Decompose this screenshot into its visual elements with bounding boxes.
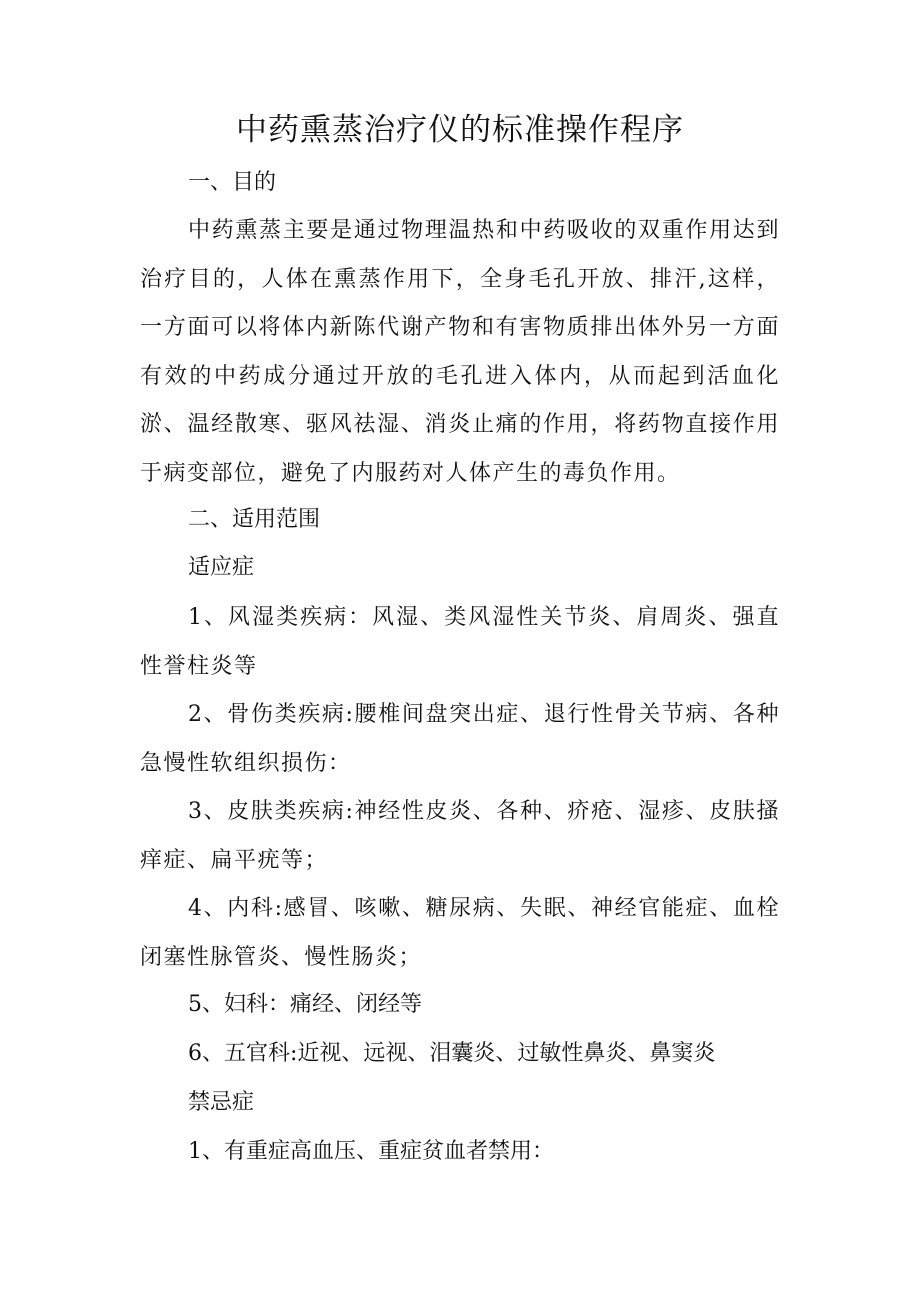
- purpose-paragraph: 中药熏蒸主要是通过物理温热和中药吸收的双重作用达到治疗目的，人体在熏蒸作用下，全身毛孔开放、排汗,这样，一方面可以将体内新陈代谢产物和有害物质排出体外另一方面有效的中药成分通过开放的毛孔进入体内，从而起到活血化淤、温经散寒、驱风祛湿、消炎止痛的作用，将药物直接作用于病变部位，避免了内服药对人体产生的毒负作用。: [140, 218, 780, 486]
- contraindications-heading: 禁忌症: [188, 1090, 255, 1115]
- indication-item: 1、风湿类疾病：风湿、类风湿性关节炎、肩周炎、强直性誉柱炎等: [140, 605, 780, 679]
- contraindication-item: 1、有重症高血压、重症贫血者禁用：: [188, 1139, 554, 1164]
- indication-item: 6、五官科:近视、远视、泪囊炎、过敏性鼻炎、鼻窦炎: [188, 1041, 716, 1066]
- section-heading-purpose: 一、目的: [188, 170, 277, 195]
- section-heading-scope: 二、适用范围: [188, 507, 321, 532]
- indication-item: 5、妇科：痛经、闭经等: [188, 992, 422, 1017]
- document-title: 中药熏蒸治疗仪的标准操作程序: [236, 112, 684, 148]
- indication-item: 3、皮肤类疾病:神经性皮炎、各种、疥疮、湿疹、皮肤搔痒症、扁平疣等；: [140, 799, 780, 873]
- indication-item: 2、骨伤类疾病:腰椎间盘突出症、退行性骨关节病、各种急慢性软组织损伤：: [140, 702, 780, 776]
- indication-item: 4、内科:感冒、咳嗽、糖尿病、失眠、神经官能症、血栓闭塞性脉管炎、慢性肠炎；: [140, 896, 780, 970]
- indications-heading: 适应症: [188, 555, 255, 580]
